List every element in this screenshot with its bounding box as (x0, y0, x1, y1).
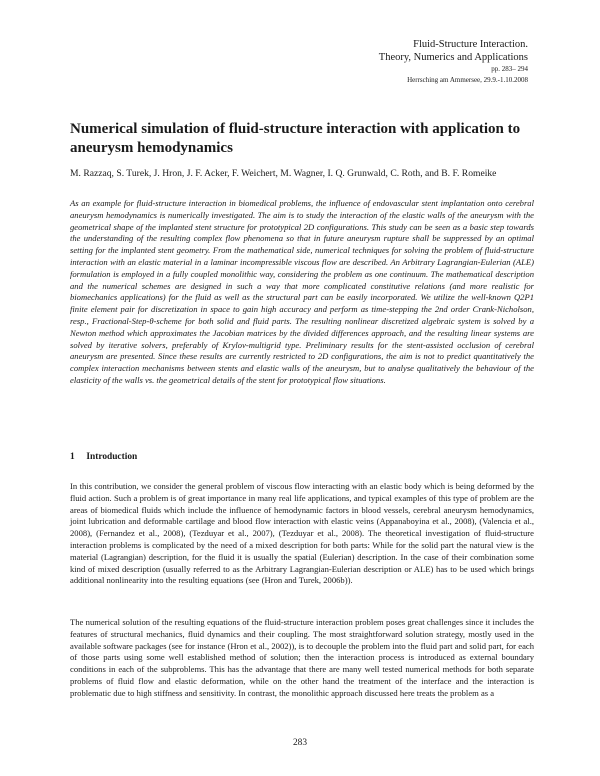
section-number: 1 (70, 452, 75, 462)
header-subtitle: Theory, Numerics and Applications (378, 52, 528, 63)
paper-title: Numerical simulation of fluid-structure interaction with application to aneurysm hemodynamics (70, 121, 521, 156)
body-paragraph: In this contribution, we consider the general problem of viscous flow interacting with an elastic body which is being deformed by the fluid action. Such a problem is of great importance in many real life applications, and typical examples of this type of problem are the areas of biomedical fluids which include the influence of hemodynamic factors in blood vessels, cerebral aneurysm hemodynamics, joint lubrication and deformable cartilage and blood flow interaction with elastic veins (Appanaboyina et al., 2008), (Valencia et al., 2008), (Fernandez et al., 2008), (Tezduyar et al., 2007), (Tezduyar et al., 2008). The theoretical investigation of fluid-structure interaction problems is complicated by the need of a mixed description for both parts: While for the solid part the natural view is the material (Lagrangian) description, for the fluid it is usually the spatial (Eulerian) description. In the case of their combination some kind of mixed description (usually referred to as the Arbitrary Lagrangian-Eulerian description or ALE) has to be used which brings additional nonlinearity into the resulting equations (see (Hron and Turek, 2006b)). (70, 481, 534, 586)
section-title: Introduction (86, 452, 138, 462)
abstract: As an example for fluid-structure interaction in biomedical problems, the influence of endovascular stent implantation onto cerebral aneurysm hemodynamics is numerically investigated. The aim is to study the interaction of the elastic walls of the aneurysm with the geometrical shape of the implanted stent structure for prototypical 2D configurations. This study can be seen as a basic step towards the understanding of the resulting complex flow phenomena so that in future aneurysm rupture shall be suppressed by an optimal setting for the implanted stent geometry. From the mathematical side, numerical techniques for solving the problem of fluid-structure interaction with an elastic material in a laminar incompressible viscous flow are described. An Arbitrary Lagrangian-Eulerian (ALE) formulation is employed in a fully coupled monolithic way, considering the problem as one continuum. The mathematical description and the numerical schemes are designed in such a way that more complicated constitutive relations (and more realistic for biomechanics applications) for the fluid as well as the structural part can be easily incorporated. We utilize the well-known Q2P1 finite element pair for discretization in space to gain high accuracy and perform as time-stepping the 2nd order Crank-Nicholson, resp., Fractional-Step-θ-scheme for both solid and fluid parts. The resulting nonlinear discretized algebraic system is solved by a Newton method which approximates the Jacobian matrices by the divided differences approach, and the resulting linear systems are solved by iterative solvers, preferably of Krylov-multigrid type. Preliminary results for the stent-assisted occlusion of cerebral aneurysm are presented. Since these results are currently restricted to 2D configurations, the aim is not to predict quantitatively the complex interaction mechanisms between stents and elastic walls of the aneurysm, but to analyse qualitatively the behaviour of the elasticity of the walls vs. the geometrical details of the stent for prototypical flow situations. (70, 198, 534, 385)
section-heading (70, 452, 137, 462)
running-header (379, 38, 528, 86)
page-number: 283 (292, 738, 308, 748)
author-list: M. Razzaq, S. Turek, J. Hron, J. F. Acker, F. Weichert, M. Wagner, I. Q. Grunwald, C. Roth, and B. F. Romeike (70, 168, 497, 179)
header-pages: pp. 283– 294 (491, 65, 528, 73)
header-venue: Herrsching am Ammersee, 29.9.-1.10.2008 (407, 76, 528, 84)
body-paragraph: The numerical solution of the resulting equations of the fluid-structure interaction problem poses great challenges since it includes the features of structural mechanics, fluid dynamics and their coupling. The most straightforward solution strategy, mostly used in the available software packages (see for instance (Hron et al., 2002)), is to decouple the problem into the fluid part and solid part, for each of those parts using some well established method of solution; then the interaction process is introduced as external boundary conditions in each of the subproblems. This has the advantage that there are many well tested numerical methods for both separate problems of fluid flow and elastic deformation, while on the other hand the treatment of the interface and the interaction is problematic due to high stiffness and sensitivity. In contrast, the monolithic approach discussed here treats the problem as a (70, 617, 534, 698)
header-series: Fluid-Structure Interaction. (413, 39, 528, 50)
